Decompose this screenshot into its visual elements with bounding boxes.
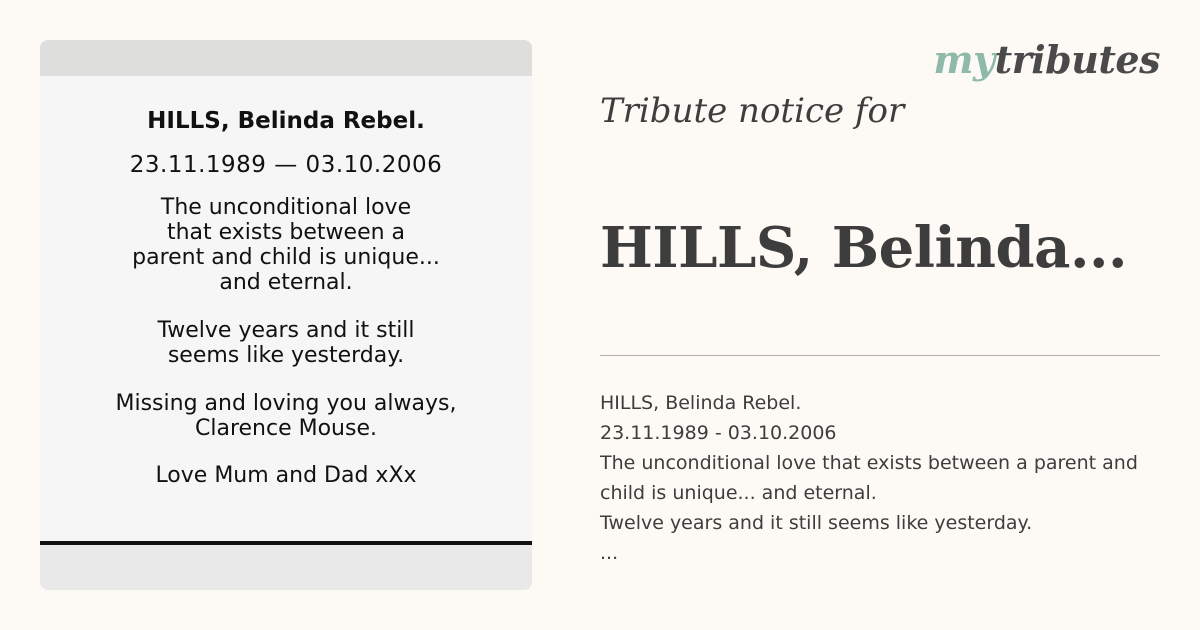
logo-my: my	[933, 37, 995, 82]
summary-years-text: Twelve years and it still seems like yesterday.	[600, 512, 1033, 534]
notice-top-band	[40, 40, 532, 76]
summary-dates: 23.11.1989 - 03.10.2006	[600, 422, 837, 444]
notice-paragraph-love: The unconditional love that exists between a parent and child is unique... and eternal.	[132, 195, 440, 295]
notice-signoff: Love Mum and Dad xXx	[155, 463, 417, 488]
deceased-name-heading: HILLS, Belinda...	[600, 215, 1127, 281]
notice-image	[40, 40, 532, 590]
summary-name: HILLS, Belinda Rebel.	[600, 392, 802, 414]
summary-love-text: The unconditional love that exists between a parent and child is unique... and eternal.	[600, 452, 1138, 504]
notice-dates: 23.11.1989 — 03.10.2006	[129, 152, 443, 178]
notice-name: HILLS, Belinda Rebel.	[147, 108, 425, 134]
notice-summary	[600, 388, 1165, 568]
tribute-intro: Tribute notice for	[600, 91, 905, 131]
mytributes-logo[interactable]	[933, 38, 1160, 82]
notice-paragraph-missing: Missing and loving you always, Clarence Mouse.	[115, 391, 457, 441]
summary-ellipsis: ...	[600, 542, 619, 564]
logo-tributes: tributes	[994, 37, 1160, 82]
section-divider	[600, 355, 1160, 356]
notice-text-block	[40, 106, 532, 489]
notice-paragraph-years: Twelve years and it still seems like yesterday.	[157, 318, 415, 368]
notice-bottom-band	[40, 545, 532, 590]
